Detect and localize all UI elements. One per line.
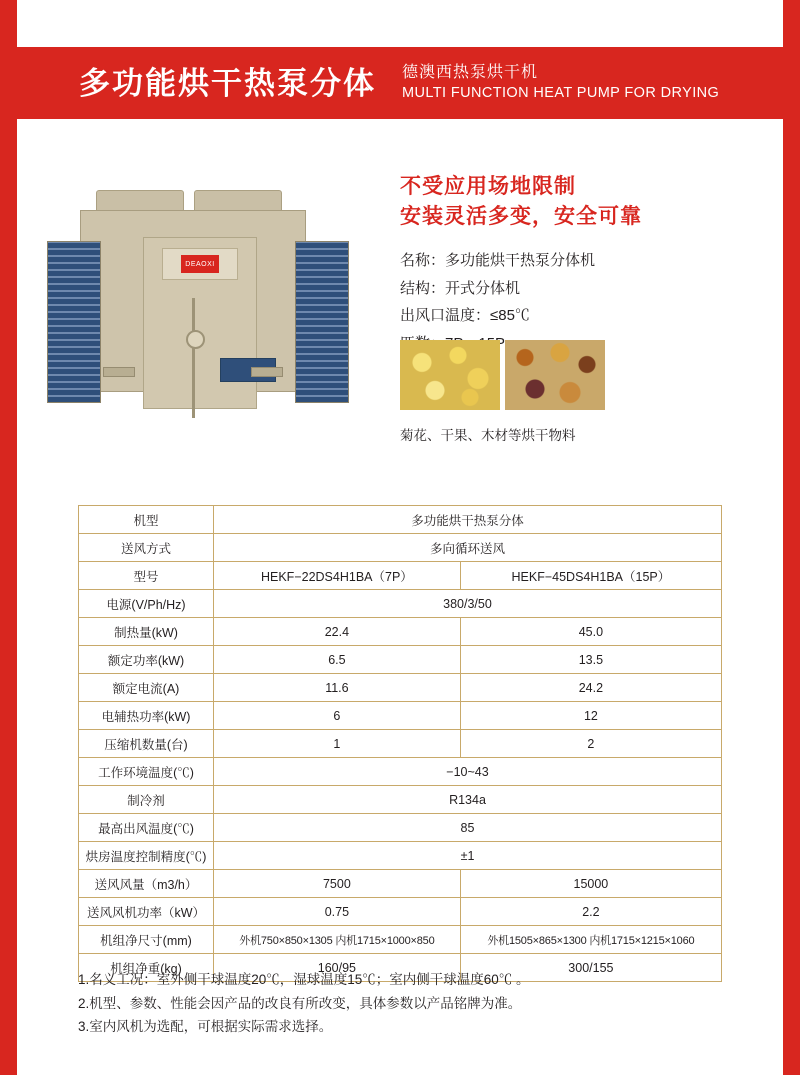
table-row-value-15p: 12	[460, 702, 721, 730]
page-header	[17, 47, 783, 119]
heat-exchanger-coil-right	[295, 241, 349, 403]
dried-fruit-nuts-photo	[505, 340, 605, 410]
hero-headline-line2: 安装灵活多变，安全可靠	[400, 205, 642, 229]
table-row-value-7p: 22.4	[214, 618, 461, 646]
table-row-label: 最高出风温度(℃)	[79, 814, 214, 842]
table-row-label: 制冷剂	[79, 786, 214, 814]
product-illustration	[72, 190, 372, 430]
table-row	[79, 646, 722, 674]
table-row-value-15p: 2	[460, 730, 721, 758]
table-row	[79, 758, 722, 786]
note-2: 2.机型、参数、性能会因产品的改良有所改变，具体参数以产品铭牌为准。	[78, 995, 522, 1011]
front-panel	[143, 237, 257, 409]
application-photo-row	[400, 340, 710, 410]
table-row-value: 多功能烘干热泵分体	[214, 506, 722, 534]
valve-icon	[186, 330, 205, 349]
table-row-value: R134a	[214, 786, 722, 814]
hero-spec-item-outlet-temp: 出风口温度：≤85℃	[400, 307, 530, 325]
hero-spec-item-name: 名称：多功能烘干热泵分体机	[400, 251, 596, 269]
table-row-label: 机型	[79, 506, 214, 534]
note-3: 3.室内风机为选配，可根据实际需求选择。	[78, 1019, 333, 1035]
table-row	[79, 674, 722, 702]
table-row-value-15p: 外机1505×865×1300 内机1715×1215×1060	[460, 926, 721, 954]
table-row-label: 机组净重(kg)	[79, 954, 214, 982]
table-row	[79, 506, 722, 534]
table-row	[79, 926, 722, 954]
application-photo-caption: 菊花、干果、木材等烘干物料	[400, 428, 576, 443]
spec-table	[78, 505, 722, 982]
left-red-rail	[0, 0, 17, 1075]
table-row-value-7p: 外机750×850×1305 内机1715×1000×850	[214, 926, 461, 954]
dried-flowers-photo	[400, 340, 500, 410]
table-row-value-15p: 300/155	[460, 954, 721, 982]
table-row-value-15p: 45.0	[460, 618, 721, 646]
table-row-value-15p: HEKF−45DS4H1BA（15P）	[460, 562, 721, 590]
hero-headline-line1: 不受应用场地限制	[400, 175, 576, 198]
footer-notes	[78, 968, 738, 1039]
header-subtitle-group	[402, 64, 719, 102]
table-row-label: 送风方式	[79, 534, 214, 562]
hero-spec-item-structure: 结构：开式分体机	[400, 279, 521, 297]
right-red-rail	[783, 0, 800, 1075]
table-row-value-15p: 15000	[460, 870, 721, 898]
table-row	[79, 702, 722, 730]
table-row-label: 额定功率(kW)	[79, 646, 214, 674]
table-row-label: 机组净尺寸(mm)	[79, 926, 214, 954]
support-leg-right	[251, 367, 283, 377]
table-row-value-7p: 6	[214, 702, 461, 730]
table-row-value: −10~43	[214, 758, 722, 786]
table-row-label: 工作环境温度(℃)	[79, 758, 214, 786]
table-row	[79, 898, 722, 926]
brand-plate	[162, 248, 238, 280]
table-row-value: 380/3/50	[214, 590, 722, 618]
table-row-label: 烘房温度控制精度(℃)	[79, 842, 214, 870]
table-row-value: ±1	[214, 842, 722, 870]
table-row	[79, 870, 722, 898]
dried-wood-photo	[610, 340, 710, 410]
unit-body	[80, 210, 306, 392]
table-row-value-7p: 160/95	[214, 954, 461, 982]
table-row-value-7p: 1	[214, 730, 461, 758]
table-row-label: 电源(V/Ph/Hz)	[79, 590, 214, 618]
table-row	[79, 562, 722, 590]
table-row-label: 送风风机功率（kW）	[79, 898, 214, 926]
table-row-label: 电辅热功率(kW)	[79, 702, 214, 730]
hero-headline	[400, 172, 780, 233]
note-1: 1.名义工况：室外侧干球温度20℃，湿球温度15℃；室内侧干球温度60℃ 。	[78, 972, 530, 987]
table-row-label: 压缩机数量(台)	[79, 730, 214, 758]
table-row	[79, 534, 722, 562]
table-row	[79, 590, 722, 618]
page-title: 多功能烘干热泵分体	[79, 65, 376, 101]
table-row-label: 额定电流(A)	[79, 674, 214, 702]
table-row	[79, 814, 722, 842]
table-row-value-15p: 2.2	[460, 898, 721, 926]
table-row-value: 多向循环送风	[214, 534, 722, 562]
support-leg-left	[103, 367, 135, 377]
refrigerant-pipe	[192, 298, 195, 418]
table-row-value-7p: 6.5	[214, 646, 461, 674]
spec-table-wrapper	[78, 505, 722, 982]
table-row	[79, 618, 722, 646]
table-row-value-7p: HEKF−22DS4H1BA（7P）	[214, 562, 461, 590]
heat-exchanger-coil-left	[47, 241, 101, 403]
table-row-value-7p: 0.75	[214, 898, 461, 926]
table-row-value-15p: 24.2	[460, 674, 721, 702]
table-row-value-7p: 11.6	[214, 674, 461, 702]
hero-section	[17, 140, 783, 485]
table-row	[79, 842, 722, 870]
table-row-value: 85	[214, 814, 722, 842]
table-row-value-7p: 7500	[214, 870, 461, 898]
table-row-label: 送风风量（m3/h）	[79, 870, 214, 898]
header-subtitle-cn: 德澳西热泵烘干机	[402, 63, 539, 81]
table-row	[79, 786, 722, 814]
table-row-label: 型号	[79, 562, 214, 590]
hero-text-block	[400, 172, 780, 358]
table-row-label: 制热量(kW)	[79, 618, 214, 646]
brand-logo: DEAOXI	[181, 255, 219, 273]
header-subtitle-en: MULTI FUNCTION HEAT PUMP FOR DRYING	[402, 85, 720, 102]
table-row	[79, 730, 722, 758]
table-row-value-15p: 13.5	[460, 646, 721, 674]
